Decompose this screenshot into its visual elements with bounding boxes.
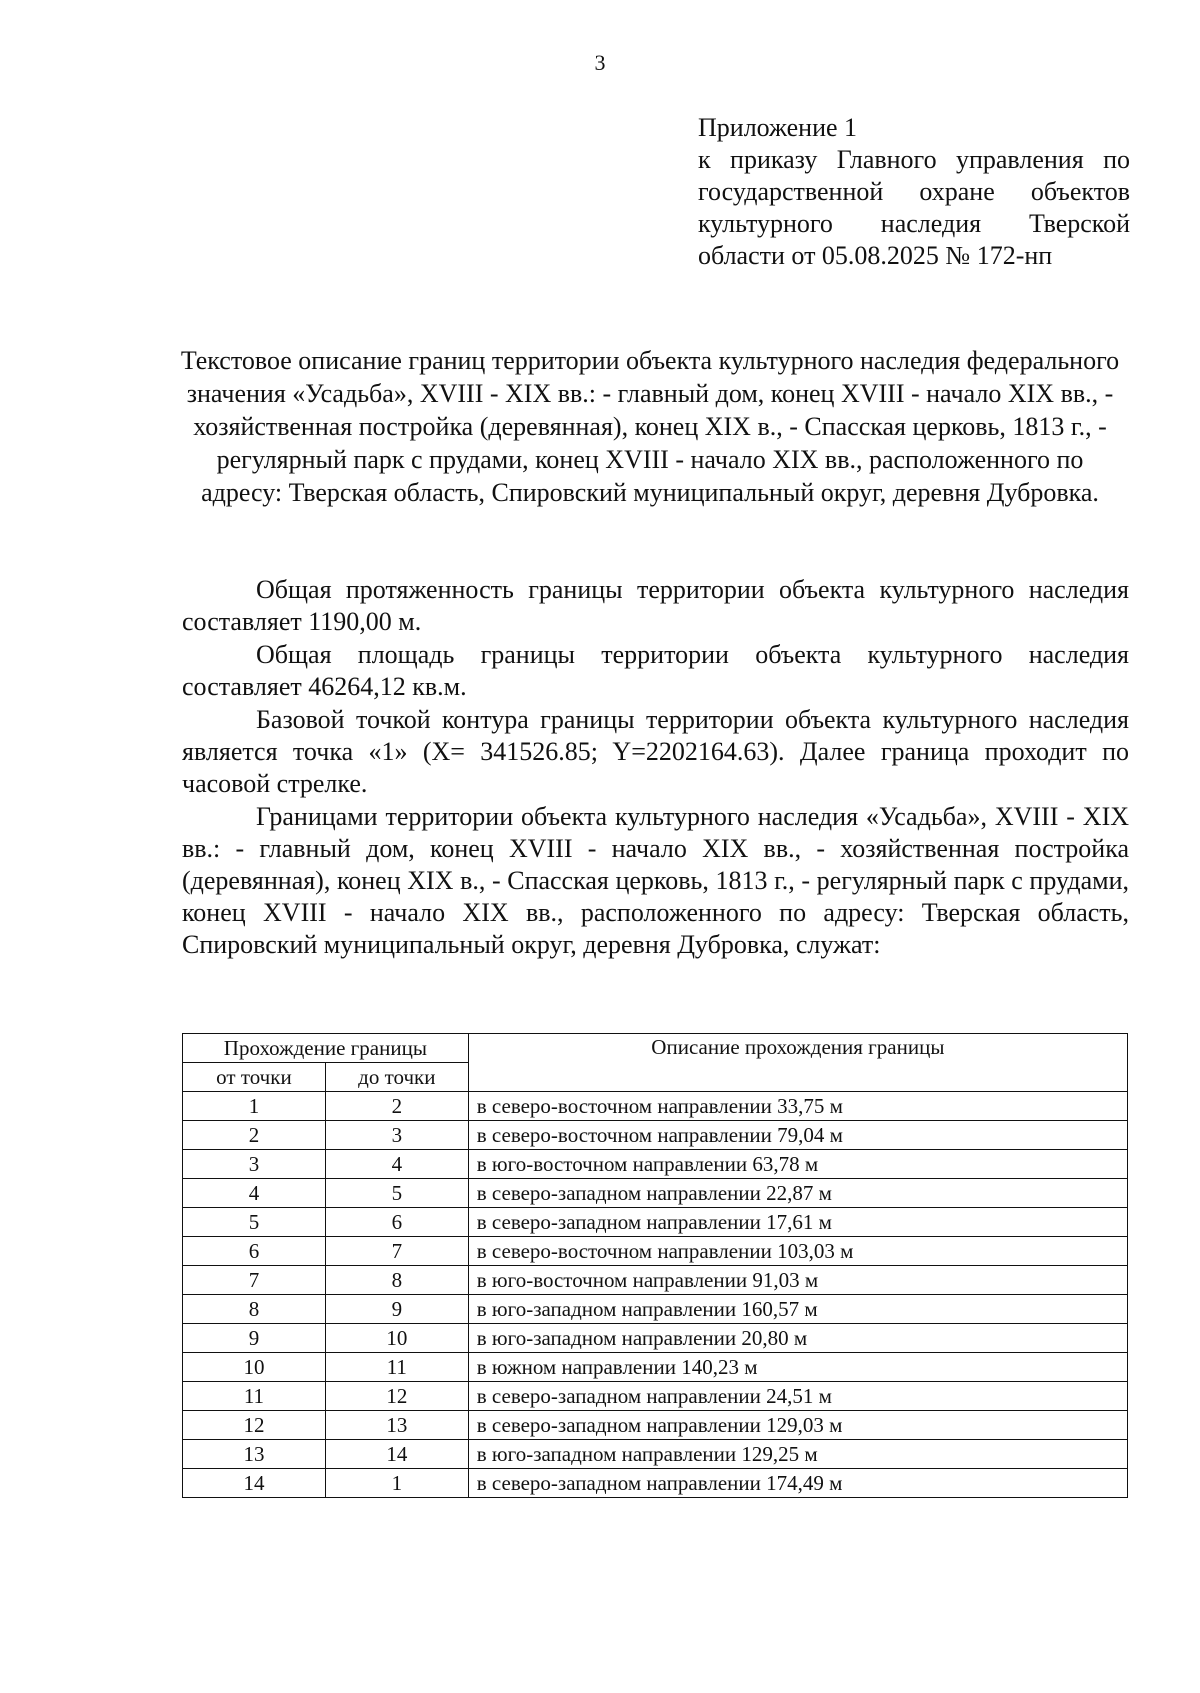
to-point-cell: 6 — [325, 1208, 468, 1237]
from-point-cell: 5 — [183, 1208, 326, 1237]
header-from-point: от точки — [183, 1063, 326, 1092]
table-row — [183, 1237, 1128, 1266]
page-number: 3 — [594, 50, 606, 75]
paragraph-length: Общая протяженность границы территории объекта культурного наследия составляет 1190,00 м. — [182, 575, 1129, 636]
to-point-cell: 8 — [325, 1266, 468, 1295]
table-header-row — [183, 1034, 1128, 1063]
table-row — [183, 1411, 1128, 1440]
table-row — [183, 1295, 1128, 1324]
table-row — [183, 1440, 1128, 1469]
from-point-cell: 10 — [183, 1353, 326, 1382]
from-point-cell: 11 — [183, 1382, 326, 1411]
description-cell: в северо-восточном направлении 79,04 м — [468, 1121, 1127, 1150]
table-row — [183, 1179, 1128, 1208]
paragraph-area: Общая площадь границы территории объекта культурного наследия составляет 46264,12 кв.м. — [182, 640, 1129, 701]
description-cell: в северо-западном направлении 129,03 м — [468, 1411, 1127, 1440]
document-title: Текстовое описание границ территории объекта культурного наследия федерального значения «Усадьба», XVIII - XIX вв.: - главный дом, конец XVIII - начало XIX вв., - хозяйственная постройка (деревянная), конец XIX в., - Спасская церковь, 1813 г., - регулярный парк с прудами, конец XVIII - начало XIX вв., расположенного по адресу: Тверская область, Спировский муниципальный округ, деревня Дубровка. — [180, 346, 1120, 507]
description-cell: в юго-западном направлении 160,57 м — [468, 1295, 1127, 1324]
from-point-cell: 6 — [183, 1237, 326, 1266]
from-point-cell: 9 — [183, 1324, 326, 1353]
description-cell: в северо-западном направлении 24,51 м — [468, 1382, 1127, 1411]
from-point-cell: 4 — [183, 1179, 326, 1208]
table-row — [183, 1353, 1128, 1382]
from-point-cell: 7 — [183, 1266, 326, 1295]
description-cell: в северо-восточном направлении 33,75 м — [468, 1092, 1127, 1121]
from-point-cell: 14 — [183, 1469, 326, 1498]
boundary-table — [182, 1033, 1128, 1498]
from-point-cell: 8 — [183, 1295, 326, 1324]
table-row — [183, 1121, 1128, 1150]
header-to-point: до точки — [325, 1063, 468, 1092]
to-point-cell: 4 — [325, 1150, 468, 1179]
table-body — [183, 1092, 1128, 1498]
description-cell: в юго-восточном направлении 91,03 м — [468, 1266, 1127, 1295]
description-cell: в юго-восточном направлении 63,78 м — [468, 1150, 1127, 1179]
paragraph-boundaries: Границами территории объекта культурного наследия «Усадьба», XVIII - XIX вв.: - главный дом, конец XVIII - начало XIX вв., - хозяйственная постройка (деревянная), конец XIX в., - Спасская церковь, 1813 г., - регулярный парк с прудами, конец XVIII - начало XIX вв., расположенного по адресу: Тверская область, Спировский муниципальный округ, деревня Дубровка, служат: — [182, 802, 1129, 959]
from-point-cell: 2 — [183, 1121, 326, 1150]
description-cell: в юго-западном направлении 129,25 м — [468, 1440, 1127, 1469]
header-description: Описание прохождения границы — [468, 1034, 1127, 1092]
to-point-cell: 9 — [325, 1295, 468, 1324]
to-point-cell: 11 — [325, 1353, 468, 1382]
description-cell: в южном направлении 140,23 м — [468, 1353, 1127, 1382]
to-point-cell: 14 — [325, 1440, 468, 1469]
to-point-cell: 7 — [325, 1237, 468, 1266]
table-row — [183, 1324, 1128, 1353]
header-boundary-passage: Прохождение границы — [183, 1034, 469, 1063]
to-point-cell: 5 — [325, 1179, 468, 1208]
from-point-cell: 3 — [183, 1150, 326, 1179]
paragraph-base-point: Базовой точкой контура границы территории объекта культурного наследия является точка «1» (X= 341526.85; Y=2202164.63). Далее граница проходит по часовой стрелке. — [182, 705, 1129, 798]
description-cell: в северо-восточном направлении 103,03 м — [468, 1237, 1127, 1266]
to-point-cell: 13 — [325, 1411, 468, 1440]
to-point-cell: 2 — [325, 1092, 468, 1121]
table-row — [183, 1092, 1128, 1121]
to-point-cell: 3 — [325, 1121, 468, 1150]
from-point-cell: 12 — [183, 1411, 326, 1440]
appendix-block — [698, 112, 1130, 272]
table-row — [183, 1469, 1128, 1498]
description-cell: в северо-западном направлении 174,49 м — [468, 1469, 1127, 1498]
appendix-title: Приложение 1 — [698, 113, 858, 142]
to-point-cell: 12 — [325, 1382, 468, 1411]
description-cell: в северо-западном направлении 17,61 м — [468, 1208, 1127, 1237]
from-point-cell: 13 — [183, 1440, 326, 1469]
table-row — [183, 1382, 1128, 1411]
description-cell: в северо-западном направлении 22,87 м — [468, 1179, 1127, 1208]
to-point-cell: 10 — [325, 1324, 468, 1353]
table-row — [183, 1150, 1128, 1179]
appendix-text: к приказу Главного управления по государственной охране объектов культурного наследия Тверской области от 05.08.2025 № 172-нп — [698, 145, 1130, 270]
table-row — [183, 1266, 1128, 1295]
body-text — [182, 574, 1129, 962]
to-point-cell: 1 — [325, 1469, 468, 1498]
from-point-cell: 1 — [183, 1092, 326, 1121]
table-row — [183, 1208, 1128, 1237]
description-cell: в юго-западном направлении 20,80 м — [468, 1324, 1127, 1353]
